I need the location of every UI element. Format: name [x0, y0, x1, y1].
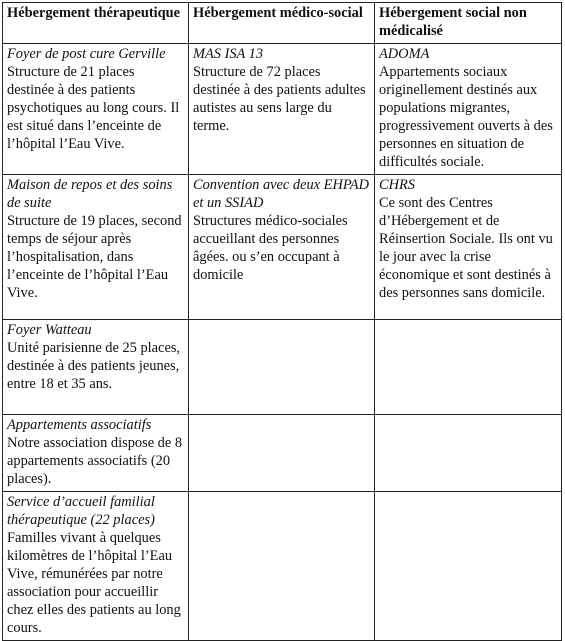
table-cell — [189, 44, 375, 175]
cell-title: MAS ISA 13 — [193, 46, 264, 62]
header-therapeutic: Hébergement thérapeutique — [3, 3, 189, 44]
table-cell — [3, 175, 189, 320]
cell-title: CHRS — [379, 177, 415, 193]
header-medico-social: Hébergement médico-social — [189, 3, 375, 44]
cell-body: Familles vivant à quelques kilomètres de l’hôpital l’Eau Vive, rémunérées par notre association pour accueillir chez elles des patients au long cours. — [7, 530, 181, 636]
table-cell-empty — [189, 415, 375, 492]
table-row — [3, 44, 562, 175]
cell-title: Foyer de post cure Gerville — [7, 46, 166, 62]
table-cell — [3, 320, 189, 415]
cell-body: Unité parisienne de 25 places, destinée à des patients jeunes, entre 18 et 35 ans. — [7, 340, 181, 392]
cell-body: Structure de 21 places destinée à des patients psychotiques au long cours. Il est situé dans l’enceinte de l’hôpital l’Eau Vive. — [7, 64, 180, 152]
cell-body: Structures médico-sociales accueillant des personnes âgées. ou s’en occupant à domicile — [193, 213, 348, 283]
cell-body: Structure de 72 places destinée à des patients adultes autistes au sens large du terme. — [193, 64, 366, 134]
table-row — [3, 320, 562, 415]
table-cell — [189, 175, 375, 320]
table-row — [3, 175, 562, 320]
cell-title: ADOMA — [379, 46, 430, 62]
table-row — [3, 415, 562, 492]
cell-body: Notre association dispose de 8 appartements associatifs (20 places). — [7, 435, 183, 487]
table-cell — [3, 44, 189, 175]
table-cell-empty — [189, 320, 375, 415]
header-social-non-medical: Hébergement social non médicalisé — [375, 3, 562, 44]
cell-title: Service d’accueil familial thérapeutique (22 places) — [7, 494, 155, 528]
cell-body: Structure de 19 places, second temps de séjour après l’hospitalisation, dans l’enceinte de l’hôpital l’Eau Vive. — [7, 213, 182, 301]
cell-body: Ce sont des Centres d’Hébergement et de Réinsertion Sociale. Ils ont vu le jour avec la crise économique et sont destinés à des personnes sans domicile. — [379, 195, 553, 301]
header-row — [3, 3, 562, 44]
table-cell-empty — [375, 492, 562, 641]
cell-title: Maison de repos et des soins de suite — [7, 177, 173, 211]
table-cell — [375, 175, 562, 320]
table-cell — [375, 44, 562, 175]
cell-title: Foyer Watteau — [7, 322, 92, 338]
table-cell-empty — [375, 320, 562, 415]
table-cell-empty — [375, 415, 562, 492]
table-cell — [3, 492, 189, 641]
cell-title: Convention avec deux EHPAD et un SSIAD — [193, 177, 369, 211]
table-cell — [3, 415, 189, 492]
cell-body: Appartements sociaux originellement destinés aux populations migrantes, progressivement ouverts à des personnes en situation de difficultés sociale. — [379, 64, 553, 170]
table-cell-empty — [189, 492, 375, 641]
housing-table — [2, 2, 562, 641]
table-row — [3, 492, 562, 641]
cell-title: Appartements associatifs — [7, 417, 152, 433]
